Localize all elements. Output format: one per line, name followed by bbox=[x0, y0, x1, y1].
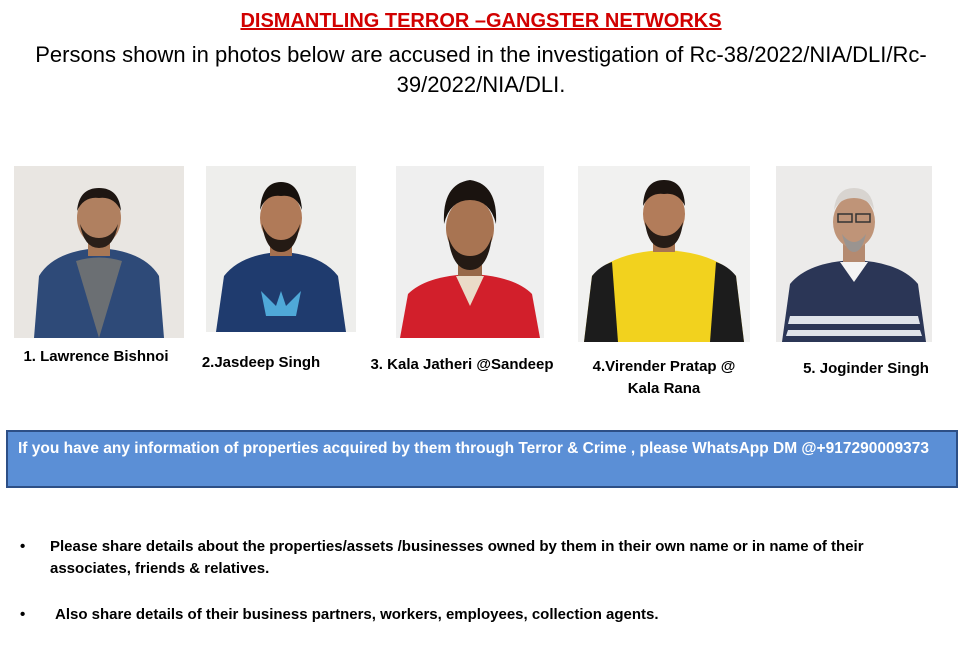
caption-person-2: 2.Jasdeep Singh bbox=[201, 354, 321, 371]
photo-person-4 bbox=[578, 166, 750, 342]
bullet-item-properties bbox=[20, 536, 920, 580]
caption-person-3: 3. Kala Jatheri @Sandeep bbox=[370, 356, 554, 373]
caption-person-4: 4.Virender Pratap @ Kala Rana bbox=[592, 358, 736, 397]
bullet-text: Also share details of their business partners, workers, employees, collection agents. bbox=[55, 606, 659, 623]
bullet-item-partners bbox=[20, 604, 920, 626]
photo-person-3 bbox=[396, 166, 544, 338]
notice-subtitle: Persons shown in photos below are accused in the investigation of Rc-38/2022/NIA/DLI/Rc-39/2022/NIA/DLI. bbox=[35, 42, 927, 97]
notice-title: DISMANTLING TERROR –GANGSTER NETWORKS bbox=[240, 10, 722, 32]
bullet-text: Please share details about the properties/assets /businesses owned by them in their own name or in name of their associates, friends & relatives. bbox=[50, 538, 864, 577]
caption-person-1: 1. Lawrence Bishnoi bbox=[23, 348, 169, 365]
caption-person-5: 5. Joginder Singh bbox=[803, 360, 929, 377]
photo-person-1 bbox=[14, 166, 184, 338]
photo-person-5 bbox=[776, 166, 932, 342]
bullet-icon: • bbox=[20, 606, 26, 623]
whatsapp-banner: If you have any information of properties acquired by them through Terror & Crime , please WhatsApp DM @+917290009373 bbox=[6, 430, 958, 488]
photo-person-2 bbox=[206, 166, 356, 332]
bullet-icon: • bbox=[20, 538, 26, 555]
